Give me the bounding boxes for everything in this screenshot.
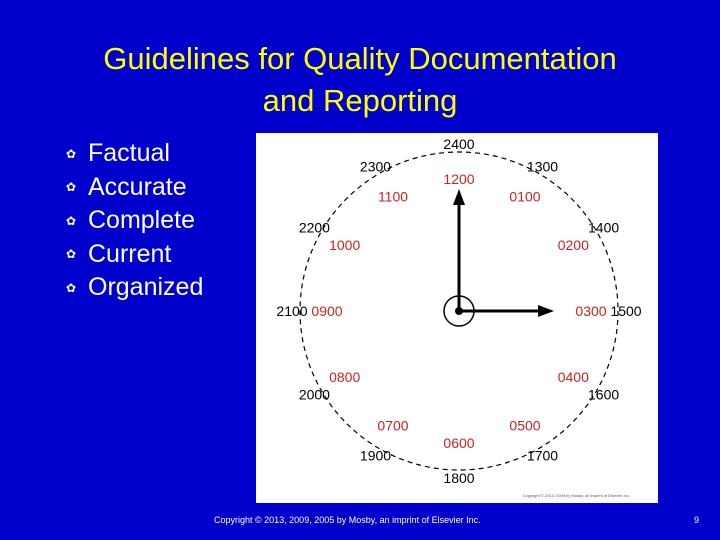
- inner-hour-label: 0500: [509, 417, 541, 434]
- bullet-icon: ✿: [66, 213, 77, 228]
- inner-hour-label: 0900: [311, 303, 343, 319]
- outer-hour-label: 2100: [276, 303, 308, 319]
- bullet-text: Accurate: [88, 172, 187, 201]
- outer-hour-label: 1800: [443, 470, 475, 486]
- outer-hour-label: 2300: [359, 158, 392, 175]
- outer-hour-label: 1900: [359, 447, 392, 464]
- inner-hour-label: 1200: [443, 171, 475, 187]
- outer-hour-label: 1300: [526, 158, 559, 175]
- bullet-text: Current: [88, 239, 172, 268]
- inner-hour-label: 0100: [509, 188, 541, 205]
- bullet-item: [66, 204, 203, 238]
- inner-hour-label: 0400: [557, 369, 589, 385]
- bullet-icon: ✿: [66, 247, 77, 262]
- clock-figure: [256, 133, 658, 503]
- figure-credit: Copyright © 2013, 2009 by Mosby, an imprint of Elsevier Inc.: [522, 493, 630, 498]
- outer-hour-label: 1600: [588, 386, 620, 403]
- title-line-1: Guidelines for Quality Documentation: [103, 41, 617, 76]
- outer-hour-label: 1500: [610, 303, 642, 319]
- inner-hour-label: 0200: [557, 237, 589, 253]
- title-line-2: and Reporting: [262, 83, 458, 118]
- bullet-text: Organized: [88, 273, 204, 302]
- bullet-icon: ✿: [66, 280, 77, 295]
- clock-diagram: [256, 133, 658, 503]
- slide-title: [0, 38, 720, 122]
- hour-hand-arrow: [453, 189, 465, 205]
- bullet-item: [66, 271, 203, 305]
- outer-hour-label: 2200: [298, 219, 330, 236]
- outer-hour-label: 2000: [298, 386, 330, 403]
- minute-hand-arrow: [538, 305, 554, 317]
- inner-hour-label: 1100: [377, 188, 409, 205]
- bullet-icon: ✿: [66, 146, 77, 161]
- inner-hour-label: 0300: [575, 303, 607, 319]
- inner-hour-label: 0600: [443, 435, 475, 451]
- inner-hour-label: 0800: [329, 369, 361, 385]
- bullet-list: [66, 137, 203, 305]
- bullet-item: [66, 171, 203, 205]
- bullet-text: Factual: [88, 139, 170, 168]
- inner-hour-label: 1000: [329, 237, 361, 253]
- bullet-text: Complete: [88, 206, 195, 235]
- outer-hour-label: 2400: [443, 136, 475, 152]
- bullet-icon: ✿: [66, 180, 77, 195]
- bullet-item: [66, 238, 203, 272]
- inner-hour-label: 0700: [377, 417, 409, 434]
- page-number: 9: [694, 515, 700, 525]
- outer-hour-label: 1400: [588, 219, 620, 236]
- outer-hour-label: 1700: [526, 447, 559, 464]
- bullet-item: [66, 137, 203, 171]
- copyright-footer: Copyright © 2013, 2009, 2005 by Mosby, an imprint of Elsevier Inc.: [214, 515, 481, 525]
- center-dot: [455, 307, 463, 315]
